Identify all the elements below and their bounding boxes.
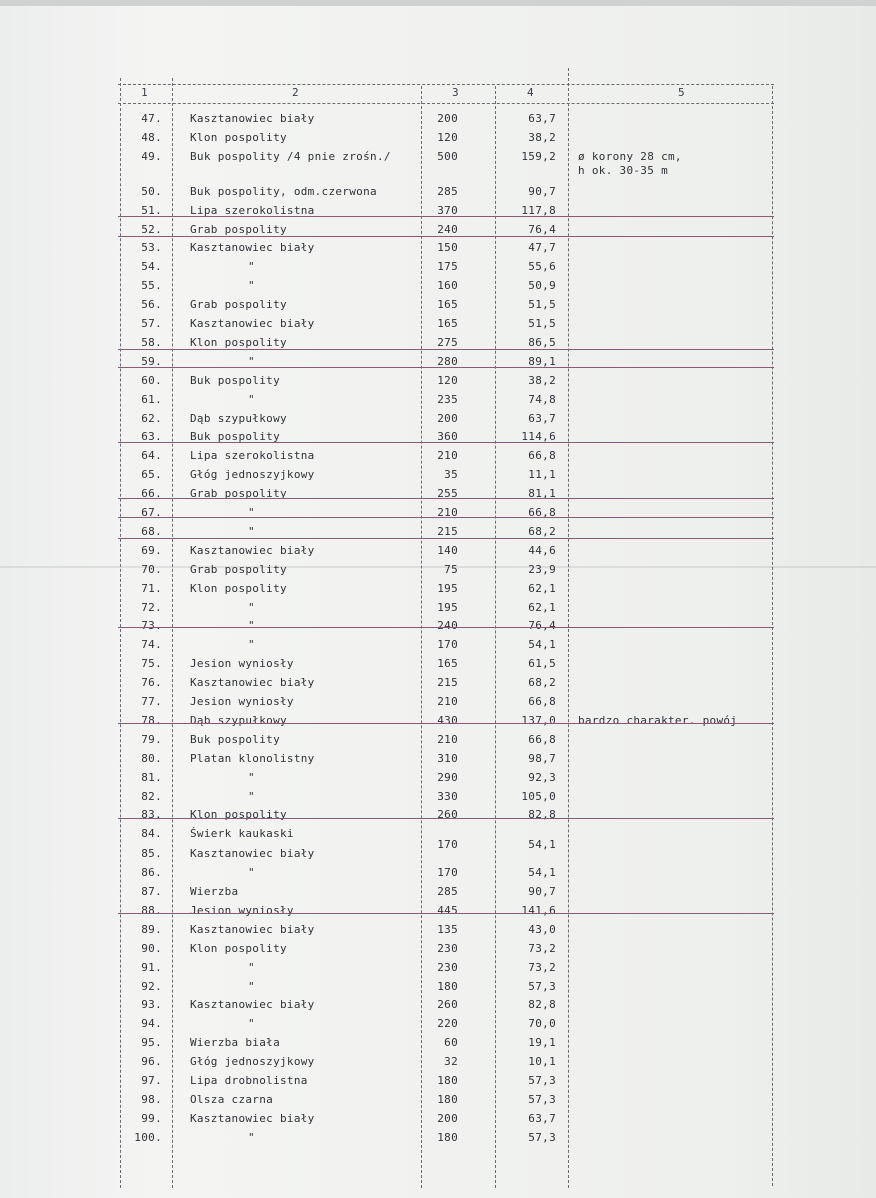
species-name: Kasztanowiec biały (190, 1111, 315, 1125)
species-name: " (248, 524, 255, 538)
diameter-value: 66,8 (528, 449, 556, 463)
diameter-value: 68,2 (528, 524, 556, 538)
species-name: " (248, 979, 255, 993)
row-number: 74. (141, 638, 162, 652)
row-number: 52. (141, 222, 162, 236)
species-name: " (248, 279, 255, 293)
row-number: 68. (141, 524, 162, 538)
circumference-value: 135 (437, 922, 458, 936)
circumference-value: 165 (437, 657, 458, 671)
species-name: Kasztanowiec biały (190, 847, 315, 861)
circumference-value: 200 (437, 112, 458, 125)
row-number: 58. (141, 335, 162, 349)
row-number: 54. (141, 260, 162, 274)
diameter-value: 38,2 (528, 373, 556, 387)
diameter-value: 62,1 (528, 600, 556, 614)
row-number: 75. (141, 657, 162, 671)
species-name: " (248, 392, 255, 406)
circumference-value: 200 (437, 1111, 458, 1125)
diameter-value: 114,6 (521, 430, 556, 444)
diameter-value: 57,3 (528, 979, 556, 993)
species-name: Jesion wyniosły (190, 695, 294, 708)
circumference-value: 310 (437, 751, 458, 765)
species-name: Głóg jednoszyjkowy (190, 1055, 315, 1069)
species-name: Kasztanowiec biały (190, 317, 315, 330)
remarks: ø korony 28 cm, (578, 149, 682, 163)
circumference-value: 255 (437, 487, 458, 501)
species-name: " (248, 638, 255, 652)
row-number: 92. (141, 979, 162, 993)
row-separator (118, 627, 774, 628)
table-row (0, 506, 876, 524)
circumference-value: 32 (444, 1055, 458, 1069)
circumference-value: 235 (437, 392, 458, 406)
table-row (0, 601, 876, 619)
species-name: Kasztanowiec biały (190, 922, 315, 936)
circumference-value: 220 (437, 1017, 458, 1031)
row-number: 69. (141, 543, 162, 557)
circumference-value: 180 (437, 1130, 458, 1144)
species-name: Świerk kaukaski (190, 827, 294, 841)
species-name: " (248, 960, 255, 974)
species-name: " (248, 866, 255, 880)
circumference-value: 330 (437, 789, 458, 803)
row-separator (118, 538, 774, 539)
row-number: 67. (141, 506, 162, 519)
species-name: Klon pospolity (190, 808, 287, 822)
row-number: 100. (134, 1130, 162, 1144)
table-row (0, 260, 876, 278)
species-name: Buk pospolity /4 pnie zrośn./ (190, 149, 391, 163)
species-name: Jesion wyniosły (190, 903, 294, 917)
circumference-value: 210 (437, 732, 458, 746)
species-name: " (248, 770, 255, 784)
table-row (0, 752, 876, 770)
row-number: 62. (141, 411, 162, 425)
diameter-value: 90,7 (528, 184, 556, 198)
diameter-value: 76,4 (528, 619, 556, 633)
circumference-value: 140 (437, 543, 458, 557)
table-row (0, 676, 876, 694)
species-name: Grab pospolity (190, 487, 287, 501)
species-name: Lipa drobnolistna (190, 1074, 308, 1087)
row-number: 90. (141, 941, 162, 955)
species-name: Jesion wyniosły (190, 657, 294, 671)
diameter-value: 117,8 (521, 203, 556, 217)
row-number: 85. (141, 847, 162, 861)
row-number: 48. (141, 130, 162, 144)
page-top-edge (0, 0, 876, 6)
circumference-value: 445 (437, 903, 458, 917)
diameter-value: 82,8 (528, 808, 556, 822)
circumference-value: 180 (437, 1074, 458, 1087)
species-name: Kasztanowiec biały (190, 676, 315, 690)
circumference-value: 175 (437, 260, 458, 274)
diameter-value: 86,5 (528, 335, 556, 349)
row-separator (118, 216, 774, 217)
row-number: 47. (141, 112, 162, 125)
circumference-value: 180 (437, 1092, 458, 1106)
circumference-value: 280 (437, 354, 458, 368)
table-row (0, 1036, 876, 1054)
species-name: Grab pospolity (190, 298, 287, 312)
table-row (0, 1074, 876, 1092)
circumference-value: 170 (437, 866, 458, 880)
species-name: " (248, 506, 255, 519)
table-row (0, 241, 876, 259)
column-header-2: 2 (292, 86, 299, 99)
remarks: bardzo charakter. powój (578, 713, 738, 727)
table-row (0, 393, 876, 411)
circumference-value: 75 (444, 562, 458, 576)
circumference-value: 210 (437, 449, 458, 463)
diameter-value: 66,8 (528, 506, 556, 519)
diameter-value: 57,3 (528, 1074, 556, 1087)
circumference-value: 200 (437, 411, 458, 425)
table-row (0, 790, 876, 808)
circumference-value: 165 (437, 298, 458, 312)
species-name: " (248, 260, 255, 274)
diameter-value: 63,7 (528, 1111, 556, 1125)
diameter-value: 81,1 (528, 487, 556, 501)
diameter-value: 137,0 (521, 713, 556, 727)
table-row (0, 525, 876, 543)
circumference-value: 210 (437, 506, 458, 519)
species-name: " (248, 1130, 255, 1144)
circumference-value: 260 (437, 998, 458, 1012)
species-name: Klon pospolity (190, 941, 287, 955)
row-number: 51. (141, 203, 162, 217)
row-number: 50. (141, 184, 162, 198)
row-number: 99. (141, 1111, 162, 1125)
circumference-value: 360 (437, 430, 458, 444)
row-separator (118, 236, 774, 237)
table-row (0, 998, 876, 1016)
species-name: Wierzba (190, 885, 239, 898)
table-row (0, 412, 876, 430)
diameter-value: 98,7 (528, 751, 556, 765)
table-row (0, 838, 876, 865)
row-separator (118, 517, 774, 518)
table-row (0, 468, 876, 486)
species-name: Kasztanowiec biały (190, 543, 315, 557)
row-number: 78. (141, 713, 162, 727)
table-row (0, 563, 876, 581)
row-number: 96. (141, 1055, 162, 1069)
circumference-value: 195 (437, 581, 458, 595)
circumference-value: 275 (437, 335, 458, 349)
diameter-value: 54,1 (528, 838, 556, 852)
table-row (0, 131, 876, 149)
row-separator (118, 723, 774, 724)
table-row (0, 204, 876, 222)
circumference-value: 120 (437, 373, 458, 387)
diameter-value: 68,2 (528, 676, 556, 690)
table-row (0, 980, 876, 998)
table-row (0, 657, 876, 675)
circumference-value: 230 (437, 941, 458, 955)
table-row (0, 733, 876, 751)
table-row (0, 112, 876, 130)
diameter-value: 62,1 (528, 581, 556, 595)
diameter-value: 70,0 (528, 1017, 556, 1031)
circumference-value: 290 (437, 770, 458, 784)
row-number: 89. (141, 922, 162, 936)
row-number: 59. (141, 354, 162, 368)
diameter-value: 51,5 (528, 298, 556, 312)
table-row (0, 336, 876, 354)
diameter-value: 43,0 (528, 922, 556, 936)
row-number: 91. (141, 960, 162, 974)
species-name: Klon pospolity (190, 335, 287, 349)
diameter-value: 54,1 (528, 866, 556, 880)
row-number: 64. (141, 449, 162, 463)
diameter-value: 55,6 (528, 260, 556, 274)
diameter-value: 38,2 (528, 130, 556, 144)
species-name: Kasztanowiec biały (190, 112, 315, 125)
row-number: 94. (141, 1017, 162, 1031)
table-row (0, 961, 876, 979)
species-name: Wierzba biała (190, 1036, 280, 1050)
row-number: 98. (141, 1092, 162, 1106)
species-name: Platan klonolistny (190, 751, 315, 765)
circumference-value: 165 (437, 317, 458, 330)
table-row (0, 298, 876, 316)
table-row (0, 355, 876, 373)
species-name: Olsza czarna (190, 1092, 274, 1106)
diameter-value: 66,8 (528, 695, 556, 708)
table-row (0, 923, 876, 941)
row-number: 73. (141, 619, 162, 633)
diameter-value: 50,9 (528, 279, 556, 293)
species-name: Buk pospolity, odm.czerwona (190, 184, 377, 198)
circumference-value: 180 (437, 979, 458, 993)
table-row (0, 771, 876, 789)
circumference-value: 60 (444, 1036, 458, 1050)
species-name: Głóg jednoszyjkowy (190, 468, 315, 482)
row-number: 87. (141, 885, 162, 898)
diameter-value: 141,6 (521, 903, 556, 917)
diameter-value: 90,7 (528, 885, 556, 898)
row-number: 80. (141, 751, 162, 765)
row-number: 88. (141, 903, 162, 917)
diameter-value: 11,1 (528, 468, 556, 482)
circumference-value: 35 (444, 468, 458, 482)
table-row (0, 866, 876, 884)
table-row (0, 449, 876, 467)
table-row (0, 695, 876, 713)
row-number: 71. (141, 581, 162, 595)
circumference-value: 285 (437, 184, 458, 198)
species-name: " (248, 619, 255, 633)
diameter-value: 63,7 (528, 112, 556, 125)
column-header-3: 3 (452, 86, 459, 99)
table-row (0, 149, 876, 177)
row-number: 97. (141, 1074, 162, 1087)
diameter-value: 105,0 (521, 789, 556, 803)
column-header-5: 5 (678, 86, 685, 99)
diameter-value: 73,2 (528, 941, 556, 955)
circumference-value: 240 (437, 619, 458, 633)
row-number: 56. (141, 298, 162, 312)
table-row (0, 430, 876, 448)
table-row (0, 185, 876, 203)
row-separator (118, 818, 774, 819)
row-number: 57. (141, 317, 162, 330)
table-row (0, 1131, 876, 1149)
diameter-value: 57,3 (528, 1130, 556, 1144)
row-separator (118, 349, 774, 350)
row-number: 63. (141, 430, 162, 444)
species-name: " (248, 600, 255, 614)
table-row (0, 544, 876, 562)
column-header-4: 4 (527, 86, 534, 99)
table-row (0, 582, 876, 600)
circumference-value: 215 (437, 676, 458, 690)
species-name: Lipa szerokolistna (190, 449, 315, 463)
species-name: Lipa szerokolistna (190, 203, 315, 217)
diameter-value: 159,2 (521, 149, 556, 163)
circumference-value: 215 (437, 524, 458, 538)
circumference-value: 170 (437, 638, 458, 652)
row-number: 84. (141, 827, 162, 841)
row-number: 77. (141, 695, 162, 708)
row-number: 49. (141, 149, 162, 163)
species-name: Buk pospolity (190, 373, 280, 387)
diameter-value: 76,4 (528, 222, 556, 236)
species-name: Dąb szypułkowy (190, 411, 287, 425)
row-number: 61. (141, 392, 162, 406)
diameter-value: 73,2 (528, 960, 556, 974)
row-number: 65. (141, 468, 162, 482)
column-header-1: 1 (141, 86, 148, 99)
table-row (0, 317, 876, 335)
row-number: 82. (141, 789, 162, 803)
table-row (0, 942, 876, 960)
table-row (0, 1055, 876, 1073)
table-row (0, 1093, 876, 1111)
circumference-value: 195 (437, 600, 458, 614)
row-number: 60. (141, 373, 162, 387)
circumference-value: 240 (437, 222, 458, 236)
diameter-value: 92,3 (528, 770, 556, 784)
diameter-value: 23,9 (528, 562, 556, 576)
row-separator (118, 498, 774, 499)
header-top-rule (118, 84, 774, 85)
table-row (0, 279, 876, 297)
circumference-value: 230 (437, 960, 458, 974)
diameter-value: 74,8 (528, 392, 556, 406)
diameter-value: 19,1 (528, 1036, 556, 1050)
circumference-value: 120 (437, 130, 458, 144)
species-name: " (248, 789, 255, 803)
diameter-value: 47,7 (528, 241, 556, 255)
species-name: Dąb szypułkowy (190, 713, 287, 727)
species-name: Kasztanowiec biały (190, 241, 315, 255)
diameter-value: 44,6 (528, 543, 556, 557)
row-separator (118, 367, 774, 368)
circumference-value: 260 (437, 808, 458, 822)
circumference-value: 160 (437, 279, 458, 293)
row-number: 66. (141, 487, 162, 501)
species-name: Klon pospolity (190, 130, 287, 144)
row-number: 76. (141, 676, 162, 690)
table-row (0, 885, 876, 903)
circumference-value: 210 (437, 695, 458, 708)
diameter-value: 89,1 (528, 354, 556, 368)
circumference-value: 285 (437, 885, 458, 898)
species-name: Grab pospolity (190, 562, 287, 576)
row-number: 86. (141, 866, 162, 880)
remarks-line-2: h ok. 30-35 m (578, 163, 668, 177)
header-bottom-rule (118, 103, 774, 104)
row-separator (118, 913, 774, 914)
row-number: 55. (141, 279, 162, 293)
table-row (0, 619, 876, 637)
table-row (0, 487, 876, 505)
row-number: 83. (141, 808, 162, 822)
diameter-value: 61,5 (528, 657, 556, 671)
circumference-value: 170 (437, 838, 458, 852)
species-name: Buk pospolity (190, 430, 280, 444)
row-number: 95. (141, 1036, 162, 1050)
diameter-value: 54,1 (528, 638, 556, 652)
species-name: " (248, 1017, 255, 1031)
table-row (0, 638, 876, 656)
species-name: Klon pospolity (190, 581, 287, 595)
diameter-value: 63,7 (528, 411, 556, 425)
species-name: Grab pospolity (190, 222, 287, 236)
diameter-value: 57,3 (528, 1092, 556, 1106)
table-row (0, 223, 876, 241)
circumference-value: 370 (437, 203, 458, 217)
table-row (0, 374, 876, 392)
row-number: 79. (141, 732, 162, 746)
diameter-value: 51,5 (528, 317, 556, 330)
row-separator (118, 442, 774, 443)
table-row (0, 1017, 876, 1035)
diameter-value: 10,1 (528, 1055, 556, 1069)
circumference-value: 150 (437, 241, 458, 255)
table-row (0, 1112, 876, 1130)
diameter-value: 66,8 (528, 732, 556, 746)
diameter-value: 82,8 (528, 998, 556, 1012)
species-name: " (248, 354, 255, 368)
species-name: Buk pospolity (190, 732, 280, 746)
species-name: Kasztanowiec biały (190, 998, 315, 1012)
row-number: 81. (141, 770, 162, 784)
circumference-value: 500 (437, 149, 458, 163)
circumference-value: 430 (437, 713, 458, 727)
row-number: 93. (141, 998, 162, 1012)
row-number: 53. (141, 241, 162, 255)
row-number: 72. (141, 600, 162, 614)
row-number: 70. (141, 562, 162, 576)
